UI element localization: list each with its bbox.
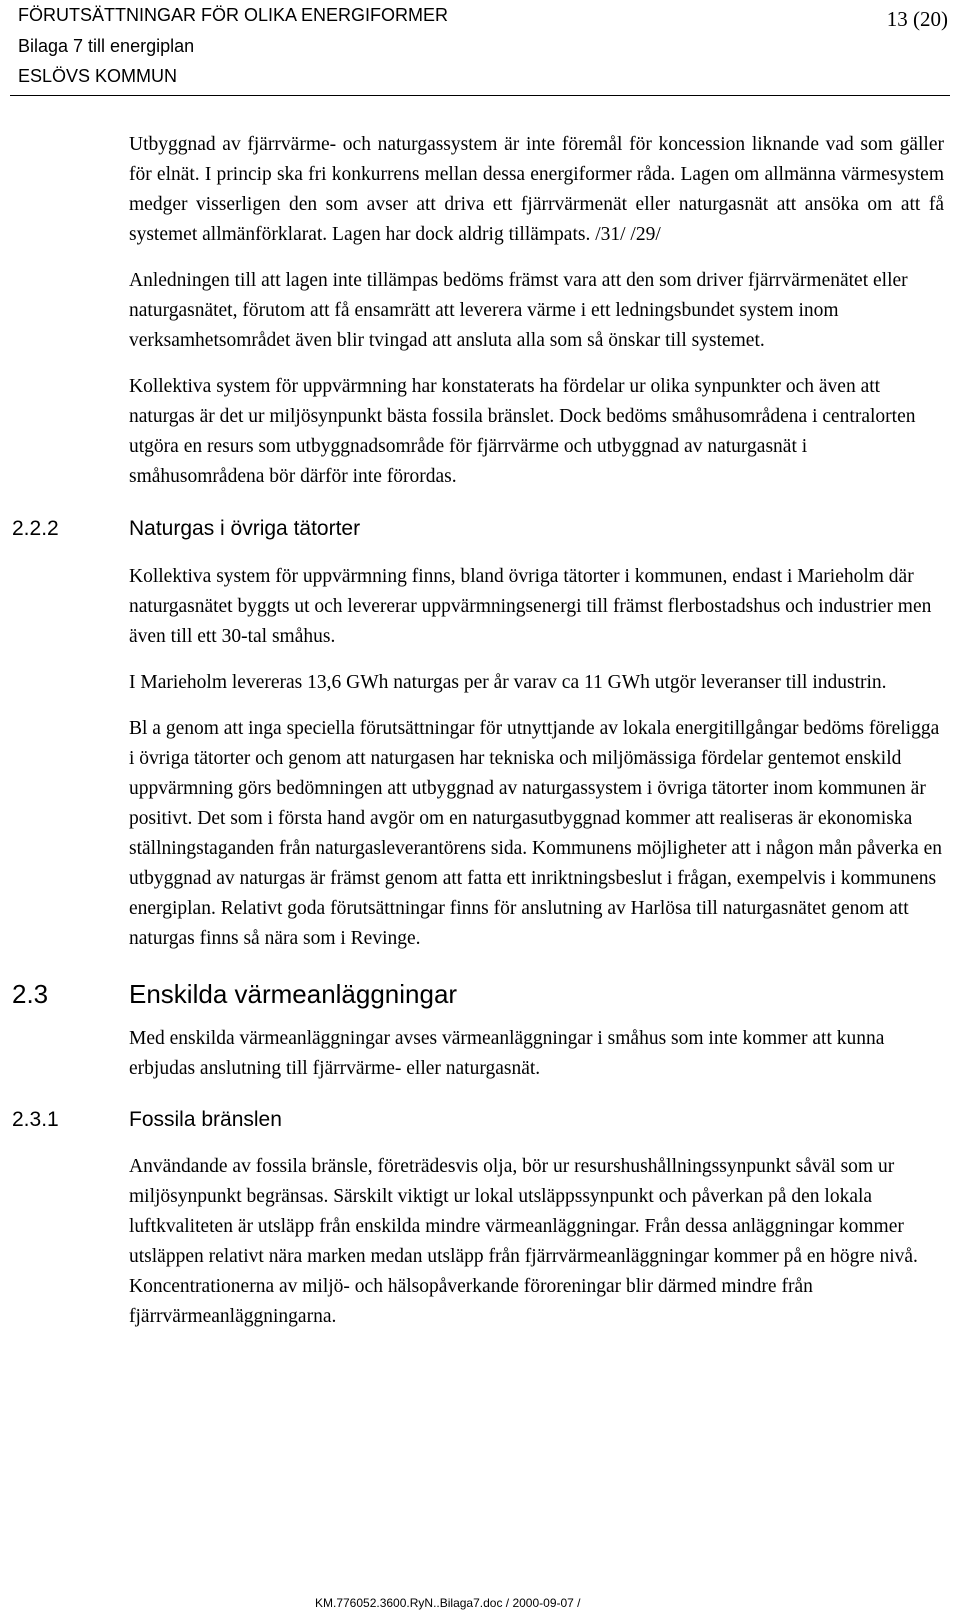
section-number: 2.2.2 — [12, 517, 59, 540]
header-subtitle: Bilaga 7 till energiplan — [18, 36, 195, 56]
footer-document-id: KM.776052.3600.RyN..Bilaga7.doc / 2000-09-07 / — [315, 1596, 581, 1610]
page-number: 13 (20) — [886, 7, 948, 31]
paragraph-reason: Anledningen till att lagen inte tillämpas bedöms främst vara att den som driver fjärrvärmenätet eller naturgasnätet, förutom att få ensamrätt att leverera värme i ett ledningsbundet system inom verksamhetsområdet även blir tvingad att ansluta alla som så önskar till systemet. — [129, 270, 908, 351]
header-organization: ESLÖVS KOMMUN — [18, 66, 178, 86]
header-title: FÖRUTSÄTTNINGAR FÖR OLIKA ENERGIFORMER — [18, 5, 449, 25]
section-title: Naturgas i övriga tätorter — [129, 517, 361, 540]
paragraph-individual-heating: Med enskilda värmeanläggningar avses värmeanläggningar i småhus som inte kommer att kunna erbjudas anslutning till fjärrvärme- eller naturgasnät. — [129, 1028, 885, 1079]
paragraph-concession: Utbyggnad av fjärrvärme- och naturgassystem är inte föremål för koncession liknande vad som gäller för elnät. I princip ska fri konkurrens mellan dessa energiformer råda. Lagen om allmänna värmesystem medger visserligen den som avser att driva ett fjärrvärmenät eller naturgasnät att ansöka om att få systemet allmänförklarat. Lagen har dock aldrig tillämpats. /31/ /29/ — [129, 134, 944, 245]
paragraph-fossil-fuels: Användande av fossila bränsle, företrädesvis olja, bör ur resurshushållningssynpunkt såväl som ur miljösynpunkt begränsas. Särskilt viktigt ur lokal utsläppssynpunkt och påverkan på den lokala luftkvaliteten är utsläpp från enskilda mindre värmeanläggningar. Från dessa anläggningar kommer utsläppen relativt nära marken medan utsläpp från fjärrvärmeanläggningar kommer på en högre nivå. Koncentrationerna av miljö- och hälsopåverkande föroreningar blir därmed mindre från fjärrvärmeanläggningarna. — [129, 1156, 918, 1327]
paragraph-other-towns: Bl a genom att inga speciella förutsättningar för utnyttjande av lokala energitillgångar bedöms föreligga i övriga tätorter och genom att naturgasen har tekniska och miljömässiga fördelar gentemot enskild uppvärmning görs bedömningen att utbyggnad av naturgassystem i övriga tätorter inom kommunen är positivt. Det som i första hand avgör om en naturgasutbyggnad kommer att realiseras är ekonomiska ställningstaganden från naturgasleverantörens sida. Kommunens möjligheter att i någon mån påverka en utbyggnad av naturgas är främst genom att fatta ett inriktningsbeslut i frågan, exempelvis i kommunens energiplan. Relativt goda förutsättningar finns för anslutning av Harlösa till naturgasnätet genom att naturgas finns så nära som i Revinge. — [129, 718, 942, 949]
paragraph-marieholm-systems: Kollektiva system för uppvärmning finns, bland övriga tätorter i kommunen, endast i Marieholm där naturgasnätet byggts ut och levererar uppvärmningsenergi till främst flerbostadshus och industrier men även till ett 30-tal småhus. — [129, 566, 932, 647]
section-title: Enskilda värmeanläggningar — [129, 979, 458, 1009]
section-heading-2-2-2 — [12, 515, 944, 543]
section-title: Fossila bränslen — [129, 1108, 282, 1131]
document-body — [12, 130, 944, 1332]
header-divider — [10, 95, 950, 96]
paragraph-marieholm-gas: I Marieholm levereras 13,6 GWh naturgas per år varav ca 11 GWh utgör leveranser till industrin. — [129, 672, 887, 693]
section-number: 2.3.1 — [12, 1108, 59, 1131]
section-heading-2-3-1 — [12, 1106, 944, 1134]
section-heading-2-3 — [12, 978, 944, 1010]
section-number: 2.3 — [12, 979, 49, 1009]
paragraph-collective-systems: Kollektiva system för uppvärmning har konstaterats ha fördelar ur olika synpunkter och även att naturgas är det ur miljösynpunkt bästa fossila bränslet. Dock bedöms småhusområdena i centralorten utgöra en resurs som utbyggnadsområde för fjärrvärme och utbyggnad av naturgasnät i småhusområdena bör därför inte förordas. — [129, 376, 916, 487]
